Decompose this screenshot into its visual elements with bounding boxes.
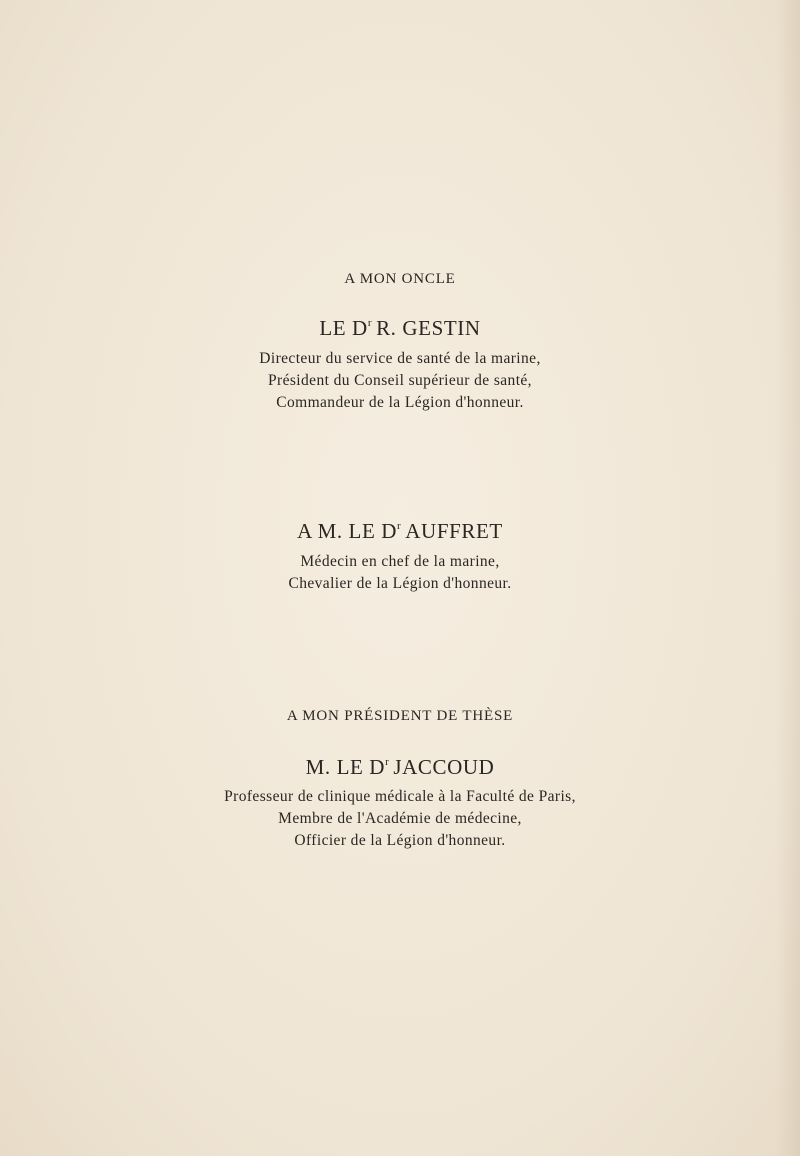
dedication-2-name: [0, 521, 800, 542]
dedication-1-name-prefix: LE D: [319, 316, 368, 340]
dedication-3-name-text: JACCOUD: [393, 755, 495, 779]
dedication-3-title-3: Officier de la Légion d'honneur.: [294, 832, 506, 849]
dedication-1-name-text: R. GESTIN: [376, 316, 481, 340]
dedication-1-title-1: Directeur du service de santé de la marine,: [259, 350, 541, 367]
dedication-3-title-2: Membre de l'Académie de médecine,: [278, 810, 522, 827]
dedication-1-title-2: Président du Conseil supérieur de santé,: [268, 372, 532, 389]
dedication-1-name: [0, 318, 800, 339]
dedication-2-title-1: Médecin en chef de la marine,: [300, 553, 500, 570]
dedication-3-title-1: Professeur de clinique médicale à la Faculté de Paris,: [224, 788, 576, 805]
dedication-2-name-prefix: A M. LE D: [297, 519, 398, 543]
dedication-3-name-sup: r: [385, 756, 390, 768]
dedication-1-heading: A MON ONCLE: [344, 271, 456, 287]
dedication-3-name-prefix: M. LE D: [305, 755, 386, 779]
dedication-2-name-sup: r: [397, 520, 402, 532]
dedication-3-heading: A MON PRÉSIDENT DE THÈSE: [286, 708, 514, 724]
dedication-3-name: [0, 757, 800, 778]
dedication-1-name-sup: r: [367, 317, 373, 329]
dedication-2-title-2: Chevalier de la Légion d'honneur.: [288, 575, 512, 592]
dedication-1-title-3: Commandeur de la Légion d'honneur.: [276, 394, 524, 411]
dedication-2-name-text: AUFFRET: [405, 519, 503, 543]
